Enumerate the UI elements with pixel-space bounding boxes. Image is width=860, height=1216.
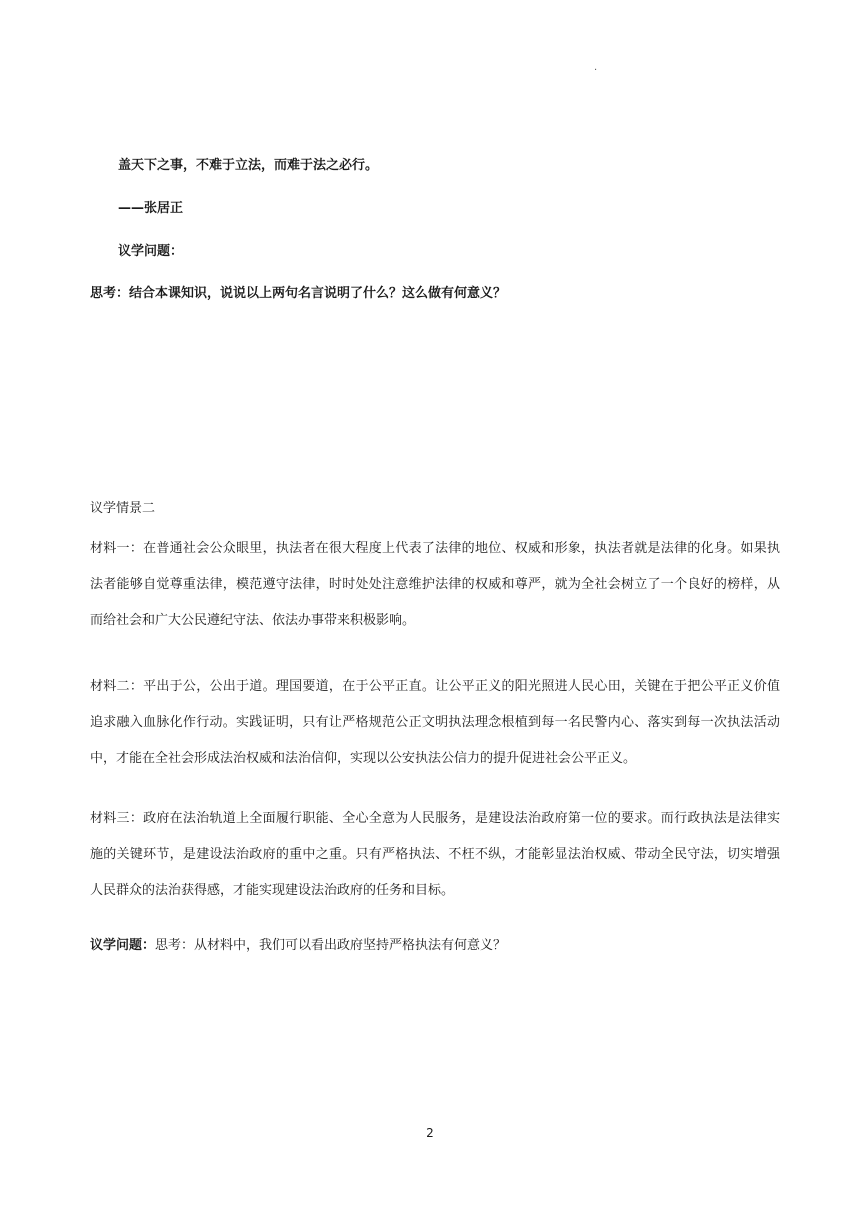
material-three-line: 人民群众的法治获得感，才能实现建设法治政府的任务和目标。	[90, 883, 455, 898]
question-label-2: 议学问题：	[90, 938, 156, 953]
material-two-line: 追求融入血脉化作行动。实践证明，只有让严格规范公正文明执法理念根植到每一名民警内心、落实到每一次执法活动	[90, 715, 780, 730]
material-three-line: 材料三：政府在法治轨道上全面履行职能、全心全意为人民服务，是建设法治政府第一位的要求。而行政执法是法律实	[90, 811, 780, 826]
question-label-1: 议学问题：	[118, 244, 184, 259]
material-three	[90, 801, 780, 909]
quote-text: 盖天下之事，不难于立法，而难于法之必行。	[118, 158, 379, 173]
scene-title: 议学情景二	[90, 501, 156, 516]
question-text-2: 思考：从材料中，我们可以看出政府坚持严格执法有何意义？	[155, 938, 507, 953]
material-one-line: 材料一：在普通社会公众眼里，执法者在很大程度上代表了法律的地位、权威和形象，执法者就是法律的化身。如果执	[90, 541, 780, 556]
question-2	[90, 937, 506, 955]
page-number: 2	[426, 1126, 434, 1140]
material-two-line: 材料二：平出于公，公出于道。理国要道，在于公平正直。让公平正义的阳光照进人民心田，关键在于把公平正义价值	[90, 679, 780, 694]
material-three-line: 施的关键环节，是建设法治政府的重中之重。只有严格执法、不枉不纵，才能彰显法治权威、带动全民守法，切实增强	[90, 847, 780, 862]
material-two	[90, 669, 780, 777]
material-two-line: 中，才能在全社会形成法治权威和法治信仰，实现以公安执法公信力的提升促进社会公平正义。	[90, 751, 637, 766]
quote-author: ——张居正	[118, 201, 184, 216]
header-mark: .	[594, 62, 598, 73]
material-one	[90, 531, 780, 639]
material-one-line: 而给社会和广大公民遵纪守法、依法办事带来积极影响。	[90, 613, 416, 628]
material-one-line: 法者能够自觉尊重法律，模范遵守法律，时时处处注意维护法律的权威和尊严，就为全社会树立了一个良好的榜样，从	[90, 577, 780, 592]
think-question-1: 思考：结合本课知识，说说以上两句名言说明了什么？这么做有何意义？	[90, 286, 507, 301]
